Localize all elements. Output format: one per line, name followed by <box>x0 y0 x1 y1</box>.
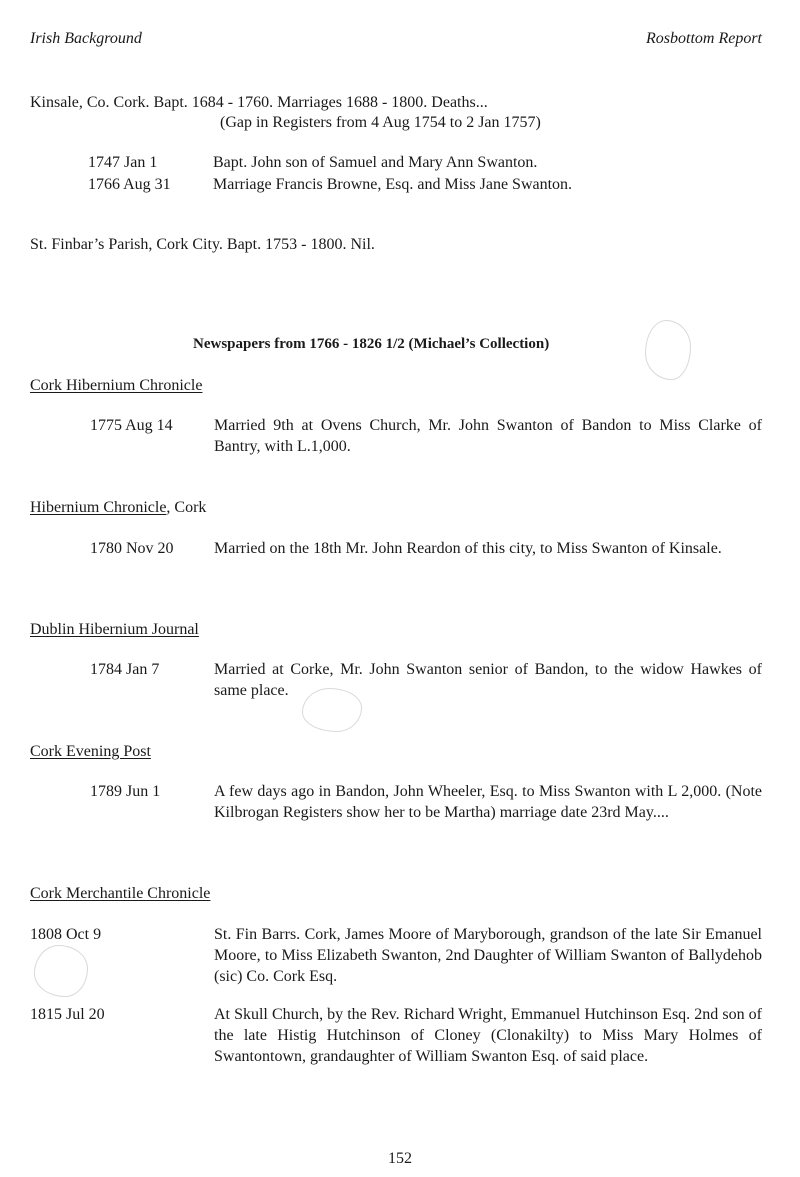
kinsale-gap-note: (Gap in Registers from 4 Aug 1754 to 2 Jan 1757) <box>220 114 541 131</box>
entry-date: 1747 Jan 1 <box>88 154 158 171</box>
entry-text: St. Fin Barrs. Cork, James Moore of Maryborough, grandson of the late Sir Emanuel Moore, to Miss Elizabeth Swanton, 2nd Daughter of William Swanton of Ballydehob (sic) Co. Cork Esq. <box>214 926 762 985</box>
entry-text: A few days ago in Bandon, John Wheeler, Esq. to Miss Swanton with L 2,000. (Note Kilbrogan Registers show her to be Martha) marriage date 23rd May.... <box>214 783 762 821</box>
header-right: Rosbottom Report <box>646 30 762 47</box>
entry-date: 1784 Jan 7 <box>90 661 160 678</box>
newspapers-heading: Newspapers from 1766 - 1826 1/2 (Michael’s Collection) <box>193 336 550 352</box>
paper-stain <box>302 688 362 732</box>
entry-text: Married on the 18th Mr. John Reardon of this city, to Miss Swanton of Kinsale. <box>214 540 722 557</box>
header-left: Irish Background <box>30 30 142 47</box>
entry-date: 1775 Aug 14 <box>90 417 173 434</box>
section-title: Dublin Hibernium Journal <box>30 621 199 638</box>
entry-date: 1808 Oct 9 <box>30 926 102 943</box>
entry-date: 1766 Aug 31 <box>88 176 171 193</box>
entry-text: At Skull Church, by the Rev. Richard Wright, Emmanuel Hutchinson Esq. 2nd son of the late Histig Hutchinson of Cloney (Clonakilty) to Miss Mary Holmes of Swantontown, grandaughter of William Swanton Esq. of said place. <box>214 1006 762 1065</box>
section-title: Cork Evening Post <box>30 743 151 760</box>
entry-date: 1789 Jun 1 <box>90 783 161 800</box>
entry-date: 1780 Nov 20 <box>90 540 174 557</box>
page-number: 152 <box>388 1150 412 1167</box>
entry-text: Married at Corke, Mr. John Swanton senior of Bandon, to the widow Hawkes of same place. <box>214 661 762 699</box>
entry-date: 1815 Jul 20 <box>30 1006 105 1023</box>
section-title: Cork Merchantile Chronicle <box>30 885 211 902</box>
kinsale-line: Kinsale, Co. Cork. Bapt. 1684 - 1760. Marriages 1688 - 1800. Deaths... <box>30 94 488 111</box>
section-title: Hibernium Chronicle, Cork <box>30 499 207 516</box>
finbar-line: St. Finbar’s Parish, Cork City. Bapt. 1753 - 1800. Nil. <box>30 236 375 253</box>
section-title: Cork Hibernium Chronicle <box>30 377 203 394</box>
entry-text: Bapt. John son of Samuel and Mary Ann Swanton. <box>213 154 538 171</box>
paper-stain <box>34 945 88 997</box>
paper-stain <box>645 320 691 380</box>
entry-text: Married 9th at Ovens Church, Mr. John Swanton of Bandon to Miss Clarke of Bantry, with L.1,000. <box>214 417 762 455</box>
entry-text: Marriage Francis Browne, Esq. and Miss Jane Swanton. <box>213 176 573 193</box>
